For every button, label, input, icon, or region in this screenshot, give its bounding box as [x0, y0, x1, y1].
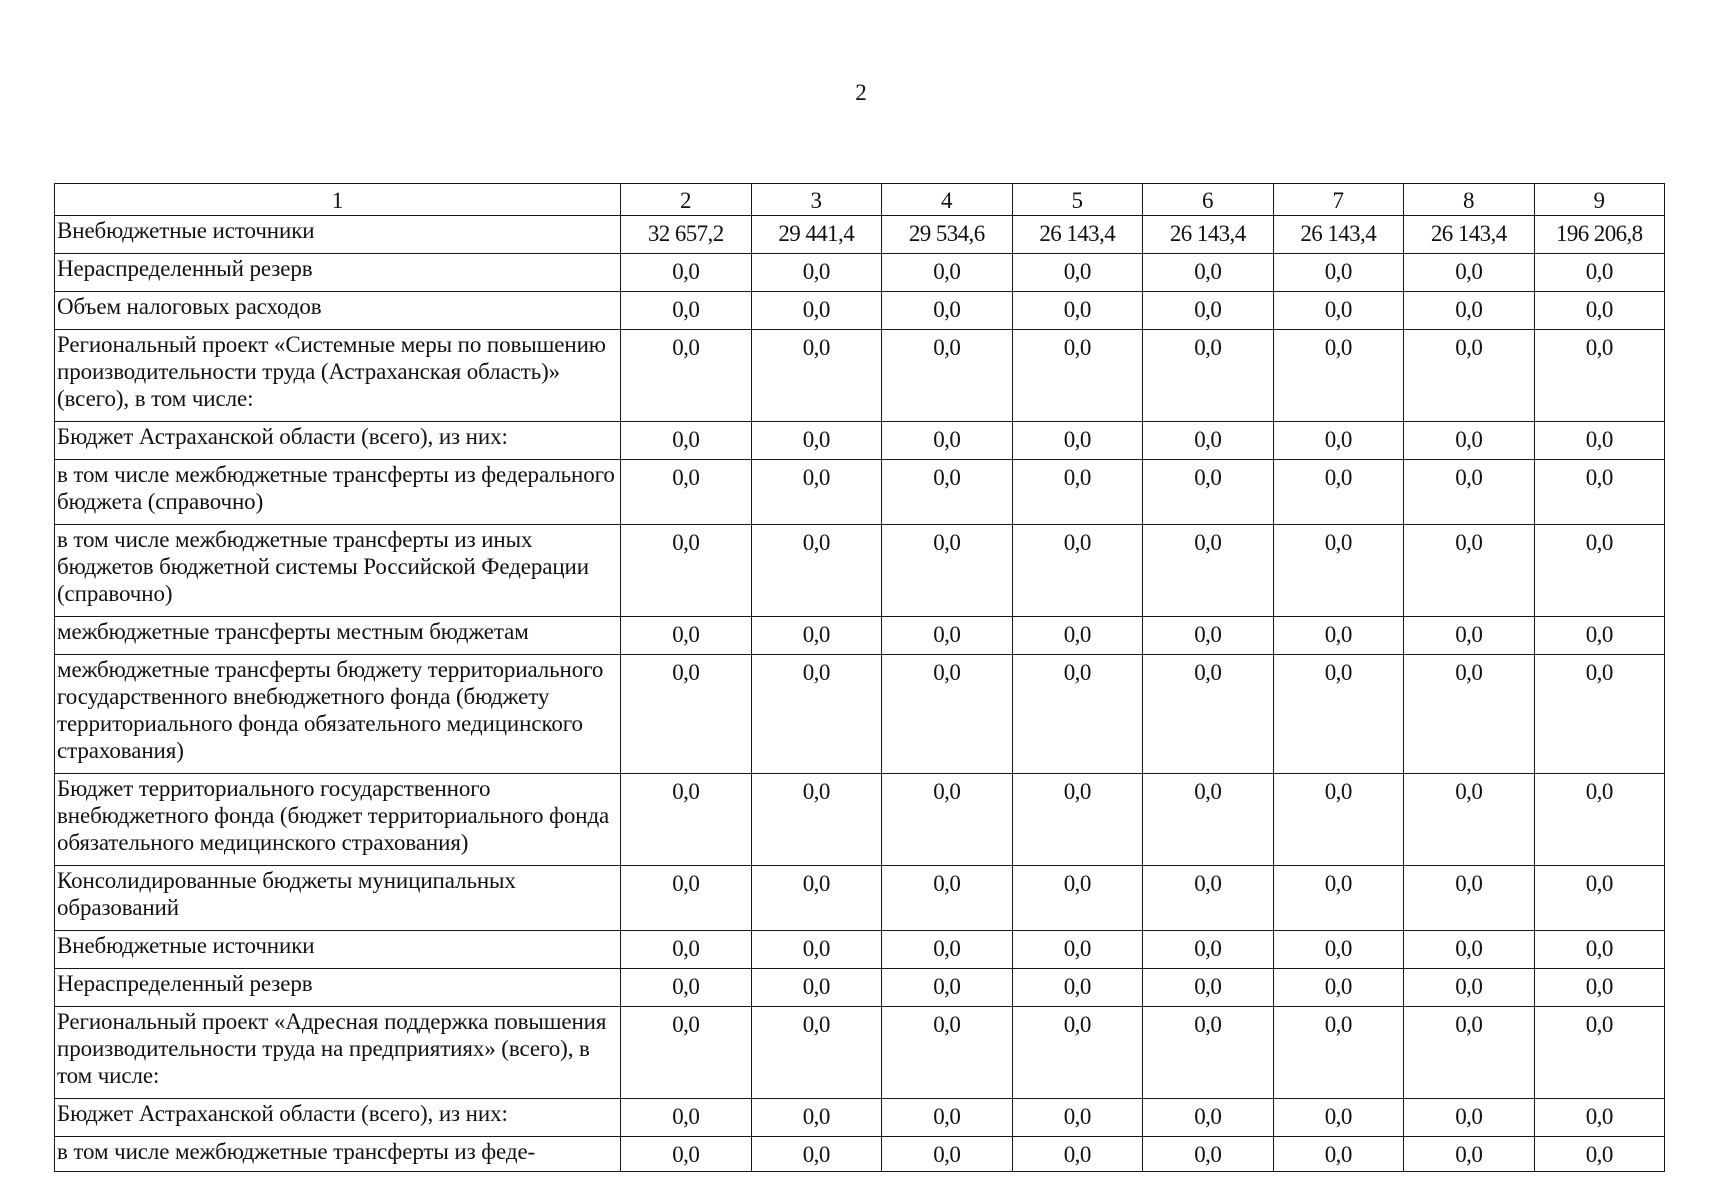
row-value: 0,0 — [1534, 460, 1665, 525]
row-value: 0,0 — [1012, 1137, 1143, 1172]
column-header: 8 — [1404, 184, 1535, 216]
row-value: 0,0 — [1534, 655, 1665, 774]
row-value: 0,0 — [1012, 330, 1143, 422]
page-number: 2 — [855, 80, 867, 105]
row-value: 0,0 — [1012, 525, 1143, 617]
row-value: 0,0 — [1012, 1007, 1143, 1099]
row-value: 0,0 — [1534, 254, 1665, 292]
row-value: 0,0 — [1404, 1007, 1535, 1099]
row-value: 0,0 — [751, 969, 882, 1007]
row-value: 0,0 — [1534, 422, 1665, 460]
row-value: 0,0 — [751, 1099, 882, 1137]
row-value: 26 143,4 — [1404, 216, 1535, 254]
table-row — [55, 330, 1665, 422]
row-value: 0,0 — [1143, 254, 1274, 292]
row-value: 0,0 — [882, 330, 1013, 422]
row-value: 0,0 — [1273, 774, 1404, 866]
row-value: 0,0 — [1404, 617, 1535, 655]
row-value: 0,0 — [751, 866, 882, 931]
row-value: 0,0 — [1012, 254, 1143, 292]
row-value: 0,0 — [1273, 330, 1404, 422]
row-value: 0,0 — [621, 422, 752, 460]
row-value: 0,0 — [1534, 292, 1665, 330]
column-header: 5 — [1012, 184, 1143, 216]
row-value: 0,0 — [1404, 254, 1535, 292]
row-value: 0,0 — [882, 617, 1013, 655]
table-row — [55, 1099, 1665, 1137]
row-label: Бюджет территориального государственного внебюджетного фонда (бюджет территориального фонда обязательного медицинского страхования) — [55, 774, 621, 866]
row-value: 0,0 — [1273, 969, 1404, 1007]
row-value: 0,0 — [882, 866, 1013, 931]
row-value: 0,0 — [621, 460, 752, 525]
column-header: 3 — [751, 184, 882, 216]
table-row — [55, 931, 1665, 969]
row-value: 0,0 — [1404, 866, 1535, 931]
row-value: 0,0 — [1273, 422, 1404, 460]
row-label: Региональный проект «Адресная поддержка повышения производительности труда на предприятиях» (всего), в том числе: — [55, 1007, 621, 1099]
row-value: 0,0 — [1404, 525, 1535, 617]
row-value: 0,0 — [1012, 774, 1143, 866]
row-value: 0,0 — [882, 1007, 1013, 1099]
row-value: 0,0 — [1012, 1099, 1143, 1137]
row-label: Региональный проект «Системные меры по повышению производительности труда (Астраханская область)» (всего), в том числе: — [55, 330, 621, 422]
row-value: 0,0 — [1404, 774, 1535, 866]
row-value: 0,0 — [882, 254, 1013, 292]
row-value: 0,0 — [1404, 292, 1535, 330]
row-value: 0,0 — [751, 617, 882, 655]
table-row — [55, 460, 1665, 525]
row-value: 0,0 — [1534, 774, 1665, 866]
row-value: 0,0 — [1143, 460, 1274, 525]
column-header: 6 — [1143, 184, 1274, 216]
row-value: 0,0 — [1143, 330, 1274, 422]
row-value: 196 206,8 — [1534, 216, 1665, 254]
row-value: 0,0 — [621, 254, 752, 292]
row-value: 0,0 — [1273, 866, 1404, 931]
row-value: 0,0 — [1012, 460, 1143, 525]
row-value: 0,0 — [1143, 525, 1274, 617]
row-value: 26 143,4 — [1273, 216, 1404, 254]
table-row — [55, 866, 1665, 931]
row-value: 0,0 — [1534, 1137, 1665, 1172]
row-value: 29 534,6 — [882, 216, 1013, 254]
row-value: 0,0 — [621, 292, 752, 330]
row-label: Внебюджетные источники — [55, 931, 621, 969]
row-value: 0,0 — [621, 617, 752, 655]
row-value: 0,0 — [621, 969, 752, 1007]
row-value: 0,0 — [882, 774, 1013, 866]
row-value: 0,0 — [751, 1137, 882, 1172]
row-value: 32 657,2 — [621, 216, 752, 254]
row-value: 26 143,4 — [1012, 216, 1143, 254]
row-value: 0,0 — [1404, 931, 1535, 969]
row-value: 0,0 — [882, 1137, 1013, 1172]
row-label: в том числе межбюджетные трансферты из иных бюджетов бюджетной системы Российской Федерации (справочно) — [55, 525, 621, 617]
row-value: 0,0 — [751, 292, 882, 330]
row-value: 0,0 — [882, 931, 1013, 969]
row-value: 0,0 — [751, 774, 882, 866]
row-value: 0,0 — [1143, 1099, 1274, 1137]
row-value: 0,0 — [1273, 254, 1404, 292]
column-header: 2 — [621, 184, 752, 216]
row-label: Объем налоговых расходов — [55, 292, 621, 330]
row-label: межбюджетные трансферты местным бюджетам — [55, 617, 621, 655]
row-value: 0,0 — [1534, 330, 1665, 422]
row-value: 29 441,4 — [751, 216, 882, 254]
row-value: 0,0 — [1012, 422, 1143, 460]
row-value: 0,0 — [1273, 1099, 1404, 1137]
row-value: 0,0 — [1273, 655, 1404, 774]
table-row — [55, 422, 1665, 460]
row-value: 0,0 — [1404, 1099, 1535, 1137]
column-header: 9 — [1534, 184, 1665, 216]
row-value: 0,0 — [1404, 330, 1535, 422]
row-value: 0,0 — [751, 460, 882, 525]
row-value: 0,0 — [1143, 655, 1274, 774]
table-row — [55, 254, 1665, 292]
row-label: межбюджетные трансферты бюджету территориального государственного внебюджетного фонда (бюджету территориального фонда обязательного медицинского страхования) — [55, 655, 621, 774]
row-label: в том числе межбюджетные трансферты из феде- — [55, 1137, 621, 1172]
row-value: 0,0 — [751, 422, 882, 460]
column-header: 7 — [1273, 184, 1404, 216]
row-value: 0,0 — [882, 292, 1013, 330]
row-label: Бюджет Астраханской области (всего), из них: — [55, 1099, 621, 1137]
row-value: 0,0 — [1404, 655, 1535, 774]
row-value: 0,0 — [1012, 931, 1143, 969]
row-value: 0,0 — [1534, 1007, 1665, 1099]
row-value: 0,0 — [751, 1007, 882, 1099]
row-value: 0,0 — [621, 1007, 752, 1099]
row-value: 0,0 — [751, 254, 882, 292]
row-value: 0,0 — [621, 525, 752, 617]
row-value: 0,0 — [882, 460, 1013, 525]
budget-table — [54, 183, 1665, 1172]
row-value: 0,0 — [1534, 617, 1665, 655]
row-label: Нераспределенный резерв — [55, 254, 621, 292]
row-value: 0,0 — [1534, 931, 1665, 969]
row-value: 0,0 — [621, 774, 752, 866]
row-label: Консолидированные бюджеты муниципальных образований — [55, 866, 621, 931]
row-value: 0,0 — [1273, 1007, 1404, 1099]
table-row — [55, 525, 1665, 617]
row-value: 0,0 — [1143, 866, 1274, 931]
row-value: 0,0 — [621, 1099, 752, 1137]
row-value: 0,0 — [1143, 931, 1274, 969]
row-value: 0,0 — [882, 525, 1013, 617]
table-row — [55, 292, 1665, 330]
row-value: 0,0 — [1012, 969, 1143, 1007]
row-value: 0,0 — [1143, 774, 1274, 866]
row-value: 0,0 — [1273, 931, 1404, 969]
row-value: 0,0 — [1273, 292, 1404, 330]
row-value: 0,0 — [1012, 655, 1143, 774]
row-value: 0,0 — [1143, 292, 1274, 330]
row-value: 0,0 — [882, 422, 1013, 460]
row-value: 0,0 — [1143, 1007, 1274, 1099]
row-value: 0,0 — [1143, 422, 1274, 460]
row-value: 0,0 — [1534, 866, 1665, 931]
row-value: 0,0 — [1143, 969, 1274, 1007]
row-value: 0,0 — [621, 1137, 752, 1172]
table-row — [55, 216, 1665, 254]
row-value: 0,0 — [1404, 422, 1535, 460]
row-value: 0,0 — [882, 969, 1013, 1007]
table-header-row — [55, 184, 1665, 216]
row-value: 0,0 — [1143, 1137, 1274, 1172]
table-row — [55, 617, 1665, 655]
row-value: 0,0 — [1534, 1099, 1665, 1137]
row-value: 0,0 — [751, 525, 882, 617]
table-row — [55, 774, 1665, 866]
row-value: 0,0 — [1012, 866, 1143, 931]
row-value: 0,0 — [621, 931, 752, 969]
row-value: 0,0 — [1534, 525, 1665, 617]
row-label: в том числе межбюджетные трансферты из федерального бюджета (справочно) — [55, 460, 621, 525]
row-value: 0,0 — [1404, 460, 1535, 525]
row-label: Бюджет Астраханской области (всего), из них: — [55, 422, 621, 460]
row-value: 0,0 — [621, 655, 752, 774]
row-value: 0,0 — [882, 655, 1013, 774]
row-value: 0,0 — [751, 655, 882, 774]
row-value: 0,0 — [1404, 1137, 1535, 1172]
table-row — [55, 1137, 1665, 1172]
row-value: 0,0 — [1273, 525, 1404, 617]
row-value: 0,0 — [1273, 617, 1404, 655]
table-row — [55, 655, 1665, 774]
row-value: 0,0 — [1012, 292, 1143, 330]
row-value: 0,0 — [1534, 969, 1665, 1007]
row-value: 0,0 — [621, 330, 752, 422]
row-label: Нераспределенный резерв — [55, 969, 621, 1007]
column-header: 1 — [55, 184, 621, 216]
row-value: 26 143,4 — [1143, 216, 1274, 254]
table-row — [55, 1007, 1665, 1099]
row-value: 0,0 — [1273, 1137, 1404, 1172]
row-label: Внебюджетные источники — [55, 216, 621, 254]
row-value: 0,0 — [751, 931, 882, 969]
row-value: 0,0 — [1012, 617, 1143, 655]
table-row — [55, 969, 1665, 1007]
row-value: 0,0 — [751, 330, 882, 422]
row-value: 0,0 — [1143, 617, 1274, 655]
row-value: 0,0 — [1273, 460, 1404, 525]
column-header: 4 — [882, 184, 1013, 216]
row-value: 0,0 — [1404, 969, 1535, 1007]
row-value: 0,0 — [621, 866, 752, 931]
row-value: 0,0 — [882, 1099, 1013, 1137]
